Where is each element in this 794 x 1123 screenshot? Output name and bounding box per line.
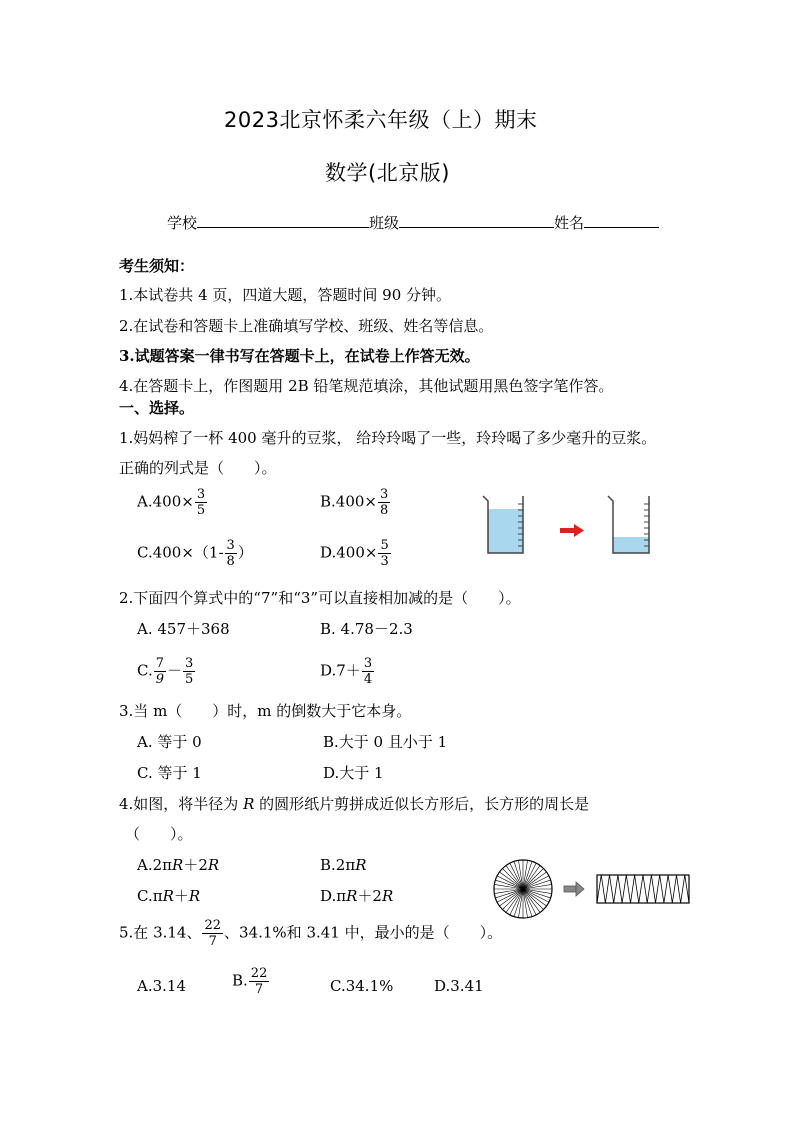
page-title: 2023北京怀柔六年级（上）期末	[224, 108, 538, 132]
q4-option-c[interactable]: C.πR＋R	[137, 887, 201, 905]
school-field[interactable]	[197, 211, 369, 228]
q5-stem: 5.在 3.14、 $\frac{22}{7}$ 、34.1%和 3.41 中，最小的是（ ）。	[119, 918, 503, 949]
notice-heading: 考生须知：	[119, 257, 195, 275]
q4-stem-2: （ ）。	[125, 825, 193, 843]
class-label: 班级	[369, 214, 400, 232]
q1-option-a[interactable]: A.400× $\frac{3}{5}$	[137, 487, 206, 518]
q3-option-b[interactable]: B.大于 0 且小于 1	[323, 733, 448, 751]
section-heading: 一、选择。	[119, 399, 195, 417]
q5-option-b[interactable]: B. $\frac{22}{7}$	[232, 966, 268, 997]
q4-option-d[interactable]: D.πR＋2R	[320, 887, 394, 905]
q2-option-c[interactable]: C. $\frac{7}{9}$ － $\frac{3}{5}$	[137, 656, 194, 687]
q1-stem-2: 正确的列式是（ ）。	[119, 459, 277, 477]
q2-option-b[interactable]: B. 4.78－2.3	[320, 620, 413, 638]
q1-option-c[interactable]: C.400×（1- $\frac{3}{8}$ ）	[137, 538, 253, 569]
notice-item-4: 4.在答题卡上，作图题用 2B 铅笔规范填涂，其他试题用黑色签字笔作答。	[119, 377, 614, 395]
q2-option-d[interactable]: D.7＋ $\frac{3}{4}$	[320, 656, 373, 687]
q3-option-d[interactable]: D.大于 1	[323, 764, 384, 782]
q4-option-a[interactable]: A.2πR＋2R	[137, 856, 220, 874]
class-field[interactable]	[399, 211, 554, 228]
q5-option-d[interactable]: D.3.41	[434, 977, 484, 995]
circle-rectangle-figure	[492, 858, 692, 920]
q2-option-a[interactable]: A. 457＋368	[137, 620, 230, 638]
q5-option-a[interactable]: A.3.14	[137, 977, 186, 995]
q3-option-c[interactable]: C. 等于 1	[137, 764, 202, 782]
zigzag-rectangle	[597, 875, 689, 903]
sector-circle	[494, 860, 552, 918]
red-arrow-icon	[560, 524, 584, 537]
full-beaker	[483, 496, 523, 553]
q1-option-b[interactable]: B.400× $\frac{3}{8}$	[320, 487, 389, 518]
q1-stem: 1.妈妈榨了一杯 400 毫升的豆浆， 给玲玲喝了一些，玲玲喝了多少毫升的豆浆。	[119, 429, 657, 447]
q4-option-b[interactable]: B.2πR	[320, 856, 367, 874]
name-label: 姓名	[554, 214, 585, 232]
q3-option-a[interactable]: A. 等于 0	[137, 733, 202, 751]
page-subtitle: 数学(北京版)	[325, 161, 450, 185]
beaker-figure	[480, 492, 660, 556]
info-fields	[167, 211, 659, 233]
gray-arrow-icon	[564, 882, 584, 896]
q1-option-d[interactable]: D.400× $\frac{5}{3}$	[320, 538, 389, 569]
q5-option-c[interactable]: C.34.1%	[330, 977, 394, 995]
school-label: 学校	[167, 214, 198, 232]
q3-stem: 3.当 m（ ）时，m 的倒数大于它本身。	[119, 702, 412, 720]
notice-item-3: 3.试题答案一律书写在答题卡上，在试卷上作答无效。	[119, 347, 480, 365]
notice-item-1: 1.本试卷共 4 页，四道大题，答题时间 90 分钟。	[119, 286, 452, 304]
q2-stem: 2.下面四个算式中的“7”和“3”可以直接相加减的是（ ）。	[119, 589, 521, 607]
partial-beaker	[608, 496, 649, 553]
notice-item-2: 2.在试卷和答题卡上准确填写学校、班级、姓名等信息。	[119, 317, 494, 335]
name-field[interactable]	[584, 211, 659, 228]
q4-stem: 4.如图，将半径为 R 的圆形纸片剪拼成近似长方形后，长方形的周长是	[119, 795, 590, 813]
